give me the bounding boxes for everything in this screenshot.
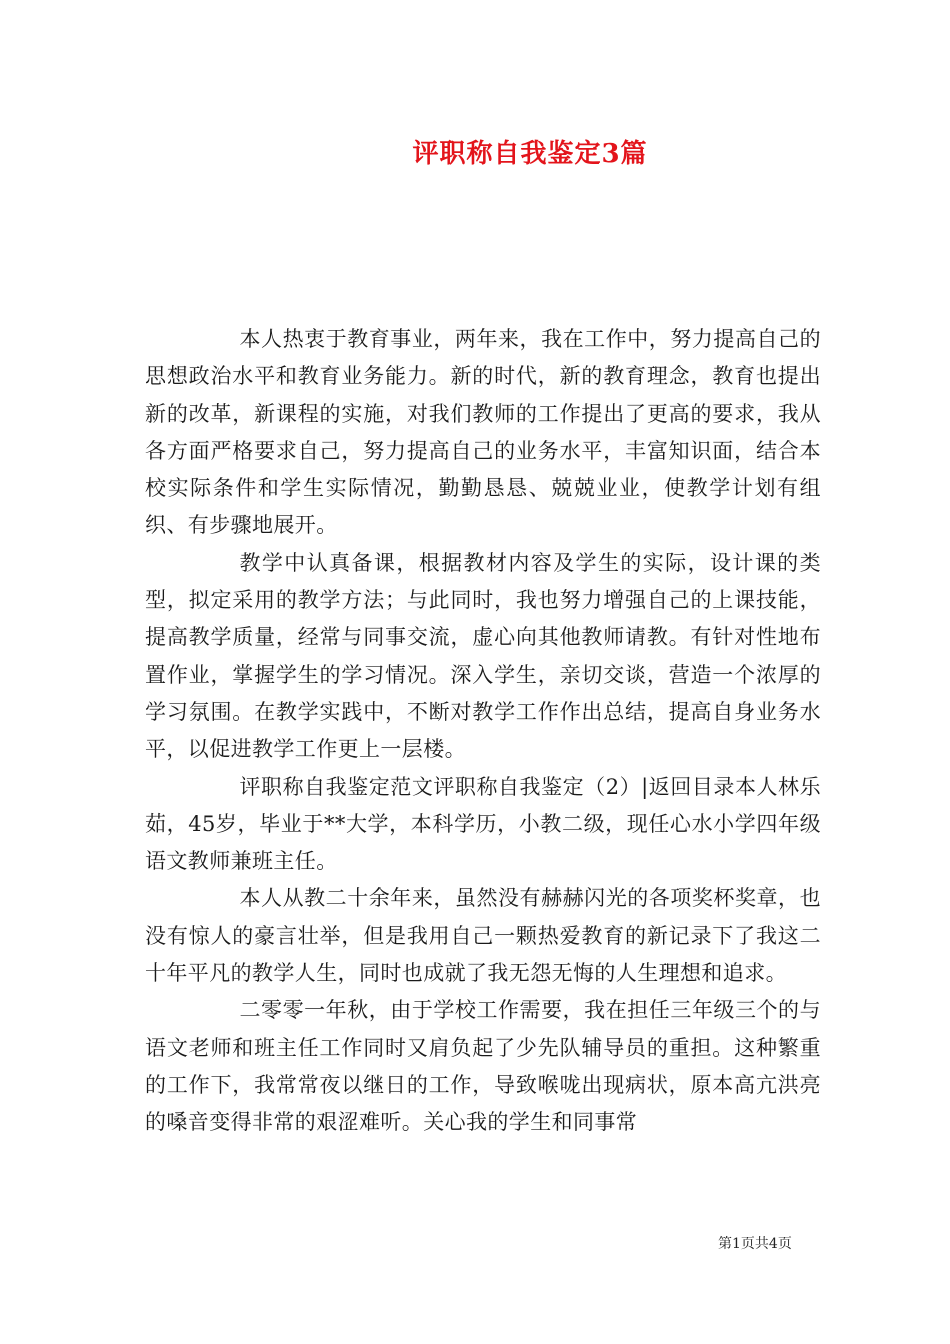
paragraph-1: 本人热衷于教育事业，两年来，我在工作中，努力提高自己的思想政治水平和教育业务能力。新的时代，新的教育理念，教育也提出新的改革，新课程的实施，对我们教师的工作提出了更高的要求，我从各方面严格要求自己，努力提高自己的业务水平，丰富知识面，结合本校实际条件和学生实际情况，勤勤恳恳、兢兢业业，使教学计划有组织、有步骤地展开。 [145,327,821,538]
paragraph-3: 评职称自我鉴定范文评职称自我鉴定（2）|返回目录本人林乐茹，45岁，毕业于**大学，本科学历，小教二级，现任心水小学四年级语文教师兼班主任。 [145,774,821,874]
page-footer: 第1页共4页 [718,1236,792,1252]
paragraph-4: 本人从教二十余年来，虽然没有赫赫闪光的各项奖杯奖章，也没有惊人的豪言壮举，但是我用自己一颗热爱教育的新记录下了我这二十年平凡的教学人生，同时也成就了我无怨无悔的人生理想和追求。 [145,886,821,986]
paragraph-2: 教学中认真备课，根据教材内容及学生的实际，设计课的类型，拟定采用的教学方法；与此同时，我也努力增强自己的上课技能，提高教学质量，经常与同事交流，虚心向其他教师请教。有针对性地布置作业，掌握学生的学习情况。深入学生，亲切交谈，营造一个浓厚的学习氛围。在教学实践中，不断对教学工作作出总结，提高自身业务水平，以促进教学工作更上一层楼。 [145,550,821,762]
document-body [145,321,821,1142]
document-title: 评职称自我鉴定3篇 [412,139,648,169]
paragraph-5: 二零零一年秋，由于学校工作需要，我在担任三年级三个的与语文老师和班主任工作同时又肩负起了少先队辅导员的重担。这种繁重的工作下，我常常夜以继日的工作，导致喉咙出现病状，原本高亢洪亮的嗓音变得非常的艰涩难听。关心我的学生和同事常 [145,998,821,1135]
